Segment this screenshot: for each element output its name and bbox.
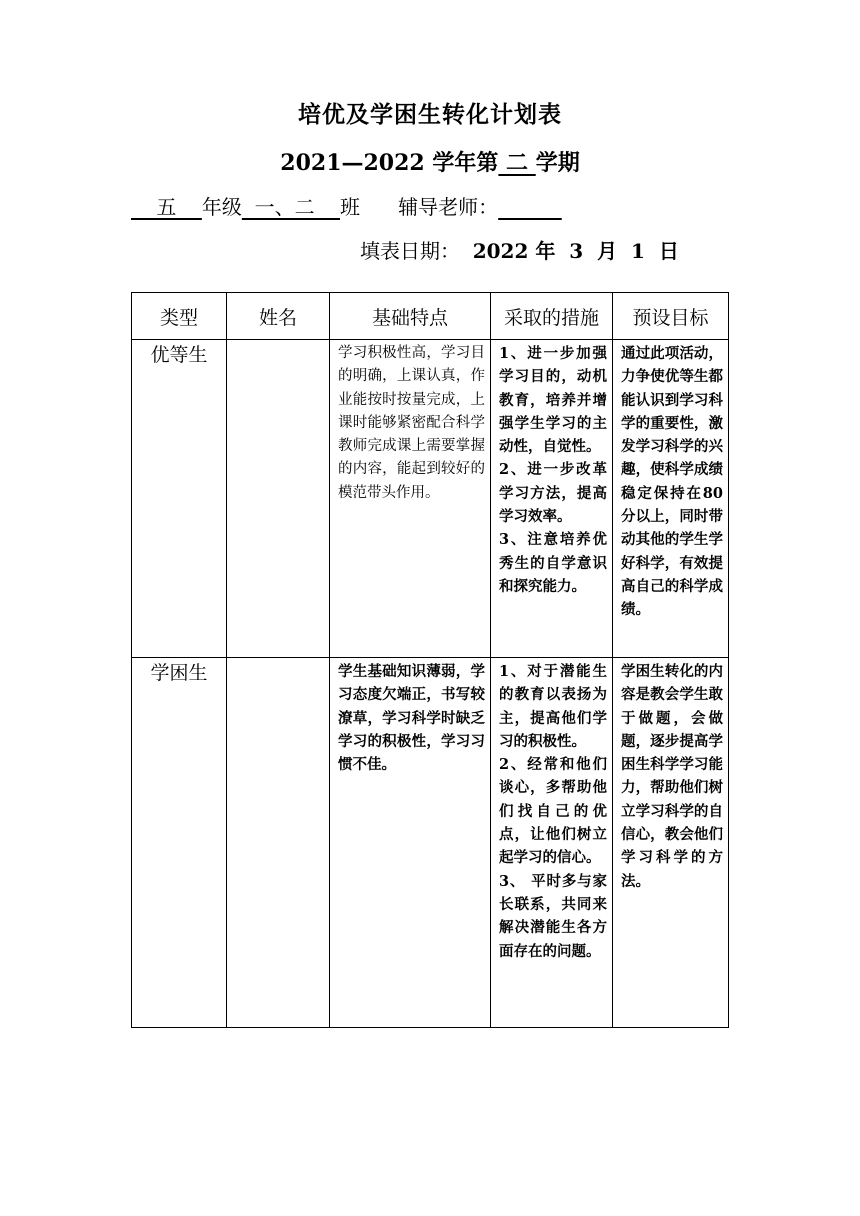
class-info-line [131, 191, 562, 220]
term-prefix: 2021—2022 学年第 [280, 150, 499, 176]
table-row [132, 340, 729, 658]
class-label: 班 [340, 195, 361, 219]
measures-cell [491, 658, 613, 1028]
name-cell [227, 340, 330, 658]
type-cell: 学困生 [132, 658, 227, 1028]
type-cell: 优等生 [132, 340, 227, 658]
plan-table [131, 292, 729, 1028]
grade-label: 年级 [201, 195, 242, 219]
measures-cell [491, 340, 613, 658]
date-label: 填表日期： [360, 239, 460, 263]
features-text: 学习积极性高，学习目的明确，上课认真，作业能按时按量完成，上课时能够紧密配合科学教师完成课上需要掌握的内容，能起到较好的模范带头作用。 [338, 345, 485, 501]
goals-cell [613, 658, 729, 1028]
term-semester: 二 [498, 150, 536, 176]
header-name: 姓名 [227, 293, 330, 340]
date-value: 2022 年 3 月 1 日 [472, 239, 679, 263]
goals-text: 学困生转化的内容是教会学生敢于做题，会做题，逐步提高学困生科学学习能力，帮助他们树立学习科学的自信心，教会他们学习科学的方法。 [621, 663, 723, 890]
name-cell [227, 658, 330, 1028]
grade-value: 五 [131, 195, 202, 219]
term-line [0, 146, 860, 177]
features-cell [330, 658, 491, 1028]
page-title: 培优及学困生转化计划表 [298, 101, 562, 128]
term-suffix: 学期 [535, 150, 580, 176]
header-features: 基础特点 [330, 293, 491, 340]
teacher-label: 辅导老师： [398, 195, 499, 219]
header-measures: 采取的措施 [491, 293, 613, 340]
header-goals: 预设目标 [613, 293, 729, 340]
measures-text: 1、对于潜能生的教育以表扬为主，提高他们学习的积极性。 2、经常和他们谈心，多帮助他们找自己的优点，让他们树立起学习的信心。 3、 平时多与家长联系，共同来解决潜能生各方面存在的问题。 [499, 663, 607, 960]
teacher-value [498, 195, 562, 219]
goals-text: 通过此项活动，力争使优等生都能认识到学习科学的重要性，激发学习科学的兴趣，使科学成绩稳定保持在80分以上，同时带动其他的学生学好科学，有效提高自己的科学成绩。 [621, 345, 723, 619]
table-header-row [132, 293, 729, 340]
features-cell [330, 340, 491, 658]
measures-text: 1、进一步加强学习目的，动机教育，培养并增强学生学习的主动性，自觉性。 2、进一步改革学习方法，提高学习效率。 3、注意培养优秀生的自学意识和探究能力。 [499, 345, 607, 595]
table-row [132, 658, 729, 1028]
class-value: 一、二 [241, 195, 341, 219]
features-text: 学生基础知识薄弱，学习态度欠端正，书写较潦草，学习科学时缺乏学习的积极性，学习习惯不佳。 [338, 663, 485, 774]
header-type: 类型 [132, 293, 227, 340]
date-line [360, 235, 679, 264]
goals-cell [613, 340, 729, 658]
